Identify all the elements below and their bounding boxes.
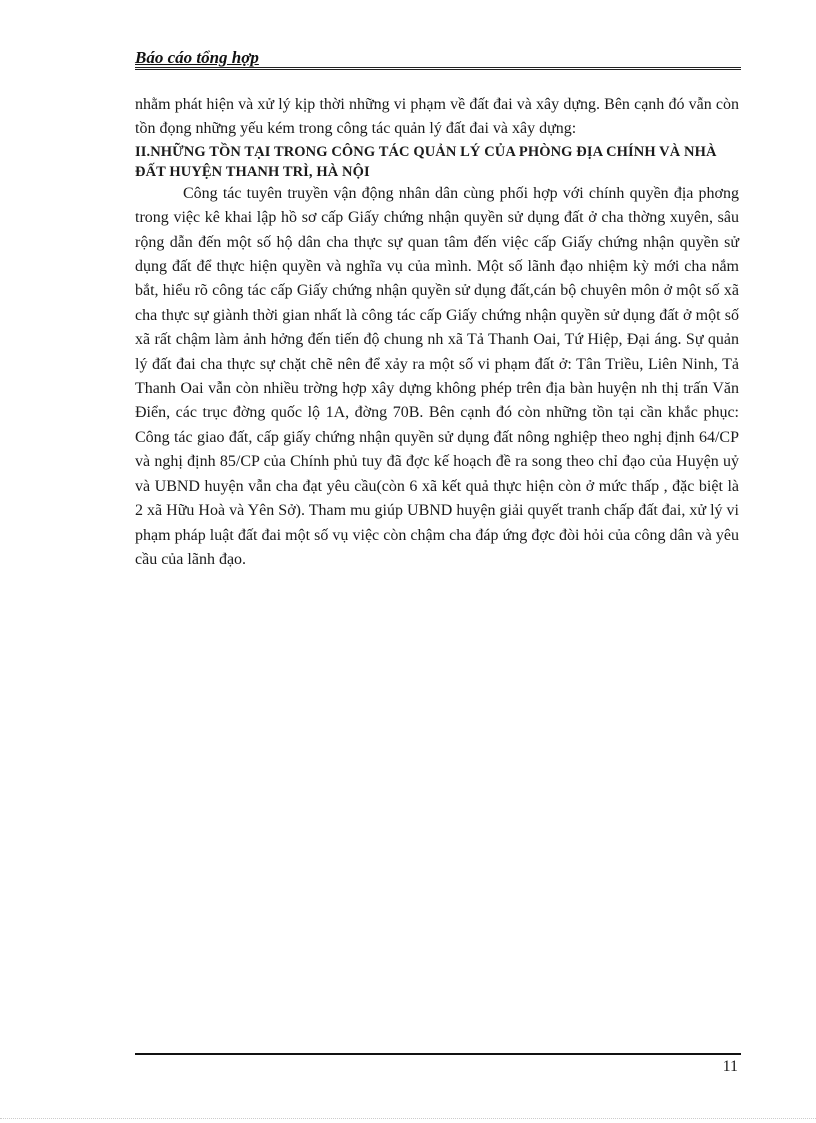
header-title: Báo cáo tổng hợp <box>135 48 259 67</box>
page-number: 11 <box>722 1058 738 1075</box>
document-body <box>135 93 739 572</box>
footer-rule <box>135 1053 741 1055</box>
section-heading: II.NHỮNG TỒN TẠI TRONG CÔNG TÁC QUẢN LÝ CỦA PHÒNG ĐỊA CHÍNH VÀ NHÀ ĐẤT HUYỆN THANH TRÌ, HÀ NỘI <box>135 143 717 180</box>
page-header <box>135 48 741 70</box>
section-paragraph: Công tác tuyên truyền vận động nhân dân cùng phối hợp với chính quyền địa phơng trong việc kê khai lập hồ sơ cấp Giấy chứng nhận quyền sử dụng đất ở cha thờng xuyên, sâu rộng dẫn đến một số hộ dân cha thực sự quan tâm đến việc cấp Giấy chứng nhận quyền sử dụng đất để thực hiện quyền và nghĩa vụ của mình. Một số lãnh đạo nhiệm kỳ mới cha nắm bắt, hiểu rõ công tác cấp Giấy chứng nhận quyền sử dụng đất,cán bộ chuyên môn ở một số xã cha thực sự giành thời gian nhất là công tác cấp Giấy chứng nhận quyền sử dụng đất ở một số xã rất chậm làm ảnh hởng đến tiến độ chung nh xã Tả Thanh Oai, Tứ Hiệp, Đại áng. Sự quản lý đất đai cha thực sự chặt chẽ nên để xảy ra một số vi phạm đất ở: Tân Triều, Liên Ninh, Tả Thanh Oai vẫn còn nhiều trờng hợp xây dựng không phép trên địa bàn huyện nh thị trấn Văn Điển, các trục đờng quốc lộ 1A, đờng 70B. Bên cạnh đó còn những tồn tại cần khắc phục: Công tác giao đất, cấp giấy chứng nhận quyền sử dụng đất nông nghiệp theo nghị định 64/CP và nghị định 85/CP của Chính phủ tuy đã đợc kế hoạch đề ra song theo chỉ đạo của Huyện uỷ và UBND huyện vẫn cha đạt yêu cầu(còn 6 xã kết quả thực hiện còn ở mức thấp , đặc biệt là 2 xã Hữu Hoà và Yên Sở). Tham mu giúp UBND huyện giải quyết tranh chấp đất đai, xử lý vi phạm pháp luật đất đai một số vụ việc còn chậm cha đáp ứng đợc đòi hỏi của công dân và yêu cầu của lãnh đạo. <box>135 184 739 568</box>
header-rule <box>135 67 741 70</box>
page-edge-dots <box>0 1118 816 1119</box>
intro-paragraph: nhằm phát hiện và xử lý kịp thời những vi phạm về đất đai và xây dựng. Bên cạnh đó vẫn còn tồn đọng những yếu kém trong công tác quản lý đất đai và xây dựng: <box>135 96 739 138</box>
